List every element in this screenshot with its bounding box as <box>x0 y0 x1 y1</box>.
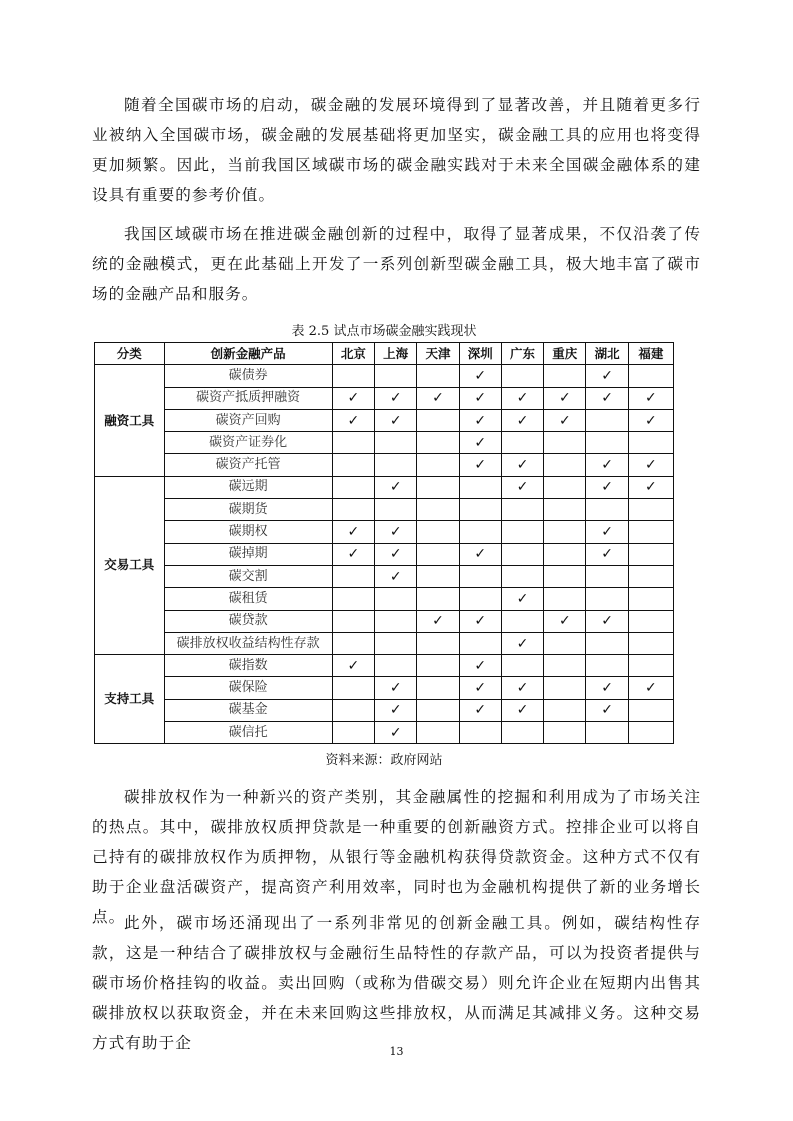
product-cell: 碳期权 <box>164 521 332 543</box>
empty-cell <box>544 677 586 699</box>
column-header: 湖北 <box>586 343 628 365</box>
checkmark-cell: ✓ <box>586 476 628 498</box>
paragraph-4: 此外，碳市场还涌现出了一系列非常见的创新金融工具。例如，碳结构性存款，这是一种结合了碳排放权与金融衍生品特性的存款产品，可以为投资者提供与碳市场价格挂钩的收益。卖出回购（或称为借碳交易）则允许企业在短期内出售其碳排放权以获取资金，并在未来回购这些排放权，从而满足其减排义务。这种交易方式有助于企 <box>92 914 701 1052</box>
table-row <box>95 365 674 387</box>
empty-cell <box>501 722 543 744</box>
checkmark-cell: ✓ <box>586 521 628 543</box>
table-row <box>95 499 674 521</box>
empty-cell <box>544 588 586 610</box>
product-cell: 碳资产托管 <box>164 454 332 476</box>
checkmark-cell: ✓ <box>375 722 417 744</box>
checkmark-cell: ✓ <box>375 543 417 565</box>
empty-cell <box>417 722 459 744</box>
checkmark-cell: ✓ <box>459 543 501 565</box>
empty-cell <box>501 499 543 521</box>
product-cell: 碳贷款 <box>164 610 332 632</box>
empty-cell <box>628 499 673 521</box>
column-header: 天津 <box>417 343 459 365</box>
product-cell: 碳期货 <box>164 499 332 521</box>
empty-cell <box>375 454 417 476</box>
table-row <box>95 387 674 409</box>
table-row <box>95 632 674 654</box>
table-row <box>95 722 674 744</box>
empty-cell <box>459 632 501 654</box>
checkmark-cell: ✓ <box>544 409 586 431</box>
empty-cell <box>332 677 374 699</box>
checkmark-cell: ✓ <box>628 387 673 409</box>
empty-cell <box>417 365 459 387</box>
column-header: 上海 <box>375 343 417 365</box>
empty-cell <box>628 610 673 632</box>
empty-cell <box>375 610 417 632</box>
paragraph-1: 随着全国碳市场的启动，碳金融的发展环境得到了显著改善，并且随着更多行业被纳入全国碳市场，碳金融的发展基础将更加坚实，碳金融工具的应用也将变得更加频繁。因此，当前我国区域碳市场的碳金融实践对于未来全国碳金融体系的建设具有重要的参考价值。 <box>92 96 701 204</box>
checkmark-cell: ✓ <box>628 409 673 431</box>
empty-cell <box>628 543 673 565</box>
product-cell: 碳基金 <box>164 699 332 721</box>
checkmark-cell: ✓ <box>459 432 501 454</box>
empty-cell <box>628 365 673 387</box>
checkmark-cell: ✓ <box>375 677 417 699</box>
category-cell: 交易工具 <box>95 476 165 654</box>
empty-cell <box>586 655 628 677</box>
empty-cell <box>501 655 543 677</box>
checkmark-cell: ✓ <box>586 699 628 721</box>
empty-cell <box>586 499 628 521</box>
checkmark-cell: ✓ <box>501 409 543 431</box>
checkmark-cell: ✓ <box>375 476 417 498</box>
empty-cell <box>375 365 417 387</box>
empty-cell <box>501 365 543 387</box>
empty-cell <box>459 722 501 744</box>
empty-cell <box>586 432 628 454</box>
empty-cell <box>544 432 586 454</box>
product-cell: 碳指数 <box>164 655 332 677</box>
checkmark-cell: ✓ <box>501 588 543 610</box>
checkmark-cell: ✓ <box>544 387 586 409</box>
empty-cell <box>501 521 543 543</box>
empty-cell <box>375 588 417 610</box>
empty-cell <box>544 722 586 744</box>
empty-cell <box>544 632 586 654</box>
checkmark-cell: ✓ <box>332 543 374 565</box>
empty-cell <box>501 565 543 587</box>
empty-cell <box>501 610 543 632</box>
column-header: 广东 <box>501 343 543 365</box>
checkmark-cell: ✓ <box>459 699 501 721</box>
checkmark-cell: ✓ <box>501 632 543 654</box>
checkmark-cell: ✓ <box>501 699 543 721</box>
empty-cell <box>628 432 673 454</box>
empty-cell <box>586 722 628 744</box>
checkmark-cell: ✓ <box>628 677 673 699</box>
empty-cell <box>332 365 374 387</box>
empty-cell <box>332 632 374 654</box>
empty-cell <box>544 543 586 565</box>
table-row <box>95 543 674 565</box>
checkmark-cell: ✓ <box>501 454 543 476</box>
table-row <box>95 454 674 476</box>
empty-cell <box>332 610 374 632</box>
table-row <box>95 521 674 543</box>
checkmark-cell: ✓ <box>459 655 501 677</box>
empty-cell <box>544 499 586 521</box>
checkmark-cell: ✓ <box>501 677 543 699</box>
empty-cell <box>586 565 628 587</box>
empty-cell <box>628 655 673 677</box>
checkmark-cell: ✓ <box>459 454 501 476</box>
checkmark-cell: ✓ <box>459 610 501 632</box>
empty-cell <box>586 409 628 431</box>
empty-cell <box>417 655 459 677</box>
checkmark-cell: ✓ <box>628 454 673 476</box>
empty-cell <box>332 454 374 476</box>
empty-cell <box>417 409 459 431</box>
empty-cell <box>628 588 673 610</box>
empty-cell <box>332 432 374 454</box>
empty-cell <box>375 632 417 654</box>
checkmark-cell: ✓ <box>459 409 501 431</box>
carbon-finance-table <box>94 342 674 744</box>
empty-cell <box>459 499 501 521</box>
paragraph-2: 我国区域碳市场在推进碳金融创新的过程中，取得了显著成果，不仅沿袭了传统的金融模式，更在此基础上开发了一系列创新型碳金融工具，极大地丰富了碳市场的金融产品和服务。 <box>92 225 701 303</box>
empty-cell <box>459 565 501 587</box>
category-cell: 融资工具 <box>95 365 165 476</box>
checkmark-cell: ✓ <box>586 543 628 565</box>
empty-cell <box>332 699 374 721</box>
category-cell: 支持工具 <box>95 655 165 744</box>
empty-cell <box>544 521 586 543</box>
column-header: 北京 <box>332 343 374 365</box>
empty-cell <box>417 521 459 543</box>
product-cell: 碳债券 <box>164 365 332 387</box>
empty-cell <box>544 565 586 587</box>
checkmark-cell: ✓ <box>459 365 501 387</box>
empty-cell <box>375 432 417 454</box>
checkmark-cell: ✓ <box>501 387 543 409</box>
empty-cell <box>628 699 673 721</box>
checkmark-cell: ✓ <box>586 454 628 476</box>
table-header-row <box>95 343 674 365</box>
empty-cell <box>628 565 673 587</box>
product-cell: 碳资产抵质押融资 <box>164 387 332 409</box>
column-header: 创新金融产品 <box>164 343 332 365</box>
checkmark-cell: ✓ <box>586 677 628 699</box>
empty-cell <box>332 722 374 744</box>
product-cell: 碳排放权收益结构性存款 <box>164 632 332 654</box>
checkmark-cell: ✓ <box>586 387 628 409</box>
column-header: 福建 <box>628 343 673 365</box>
empty-cell <box>375 499 417 521</box>
empty-cell <box>417 699 459 721</box>
empty-cell <box>417 499 459 521</box>
empty-cell <box>501 543 543 565</box>
table-row <box>95 409 674 431</box>
product-cell: 碳交割 <box>164 565 332 587</box>
product-cell: 碳租赁 <box>164 588 332 610</box>
empty-cell <box>544 365 586 387</box>
product-cell: 碳资产回购 <box>164 409 332 431</box>
empty-cell <box>375 655 417 677</box>
product-cell: 碳掉期 <box>164 543 332 565</box>
checkmark-cell: ✓ <box>375 387 417 409</box>
empty-cell <box>332 499 374 521</box>
checkmark-cell: ✓ <box>375 521 417 543</box>
table-row <box>95 699 674 721</box>
empty-cell <box>417 432 459 454</box>
checkmark-cell: ✓ <box>375 565 417 587</box>
checkmark-cell: ✓ <box>459 387 501 409</box>
empty-cell <box>586 632 628 654</box>
checkmark-cell: ✓ <box>332 655 374 677</box>
empty-cell <box>417 565 459 587</box>
product-cell: 碳保险 <box>164 677 332 699</box>
empty-cell <box>459 476 501 498</box>
checkmark-cell: ✓ <box>332 521 374 543</box>
empty-cell <box>544 476 586 498</box>
checkmark-cell: ✓ <box>544 610 586 632</box>
table-caption: 表 2.5 试点市场碳金融实践现状 <box>291 324 477 339</box>
empty-cell <box>417 588 459 610</box>
page-number: 13 <box>389 1045 404 1058</box>
checkmark-cell: ✓ <box>459 677 501 699</box>
column-header: 深圳 <box>459 343 501 365</box>
empty-cell <box>501 432 543 454</box>
empty-cell <box>459 588 501 610</box>
table-row <box>95 476 674 498</box>
empty-cell <box>628 722 673 744</box>
empty-cell <box>586 588 628 610</box>
column-header: 分类 <box>95 343 165 365</box>
checkmark-cell: ✓ <box>501 476 543 498</box>
empty-cell <box>332 588 374 610</box>
checkmark-cell: ✓ <box>332 387 374 409</box>
product-cell: 碳资产证券化 <box>164 432 332 454</box>
table-row <box>95 432 674 454</box>
checkmark-cell: ✓ <box>375 699 417 721</box>
checkmark-cell: ✓ <box>586 610 628 632</box>
empty-cell <box>332 476 374 498</box>
paragraph-3: 碳排放权作为一种新兴的资产类别，其金融属性的挖掘和利用成为了市场关注的热点。其中，碳排放权质押贷款是一种重要的创新融资方式。控排企业可以将自己持有的碳排放权作为质押物，从银行等金融机构获得贷款资金。这种方式不仅有助于企业盘活碳资产，提高资产利用效率，同时也为金融机构提供了新的业务增长点。 <box>92 788 701 926</box>
checkmark-cell: ✓ <box>586 365 628 387</box>
checkmark-cell: ✓ <box>628 476 673 498</box>
table-row <box>95 610 674 632</box>
table-source: 资料来源：政府网站 <box>325 753 443 768</box>
checkmark-cell: ✓ <box>417 610 459 632</box>
empty-cell <box>332 565 374 587</box>
empty-cell <box>417 454 459 476</box>
table-row <box>95 677 674 699</box>
empty-cell <box>417 632 459 654</box>
checkmark-cell: ✓ <box>417 387 459 409</box>
product-cell: 碳信托 <box>164 722 332 744</box>
empty-cell <box>544 699 586 721</box>
product-cell: 碳远期 <box>164 476 332 498</box>
empty-cell <box>459 521 501 543</box>
empty-cell <box>628 521 673 543</box>
empty-cell <box>417 476 459 498</box>
table-row <box>95 655 674 677</box>
table-row <box>95 565 674 587</box>
empty-cell <box>544 454 586 476</box>
empty-cell <box>628 632 673 654</box>
checkmark-cell: ✓ <box>332 409 374 431</box>
table-row <box>95 588 674 610</box>
checkmark-cell: ✓ <box>375 409 417 431</box>
empty-cell <box>544 655 586 677</box>
column-header: 重庆 <box>544 343 586 365</box>
empty-cell <box>417 543 459 565</box>
empty-cell <box>417 677 459 699</box>
